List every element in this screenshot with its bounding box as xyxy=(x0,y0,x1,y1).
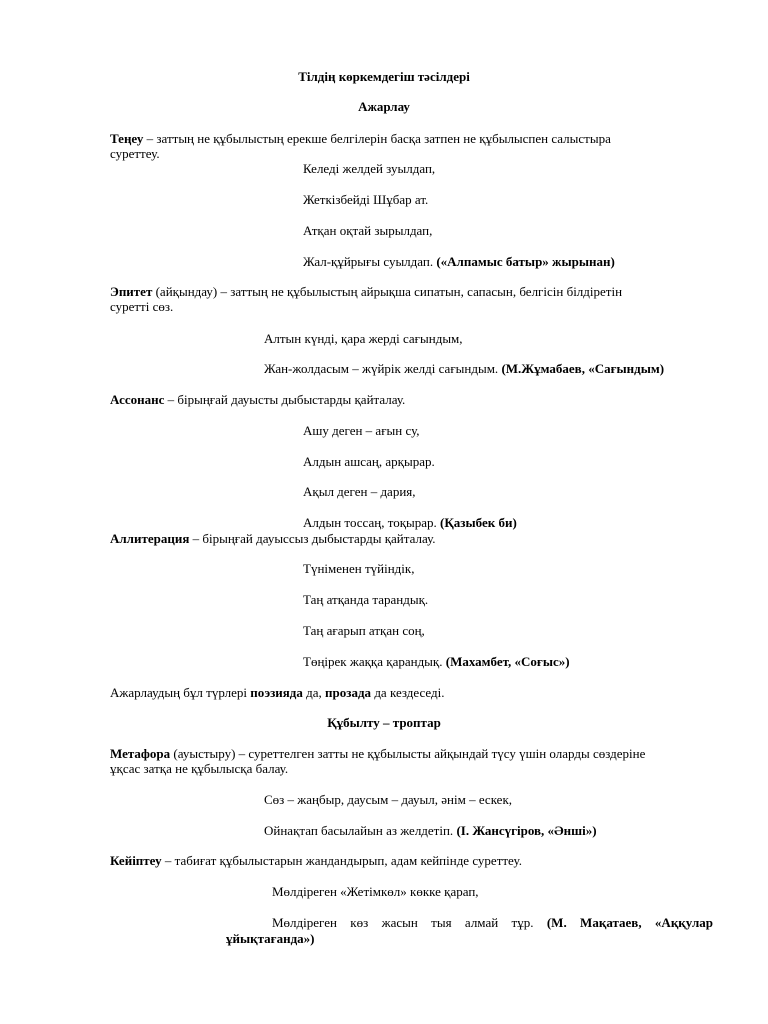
section-heading-azharlau: Ажарлау xyxy=(358,99,410,114)
epitet-definition: Эпитет (айқындау) – заттың не құбылыстың айрықша сипатын, сапасын, белгісін білдіретін суретті сөз. xyxy=(110,284,623,314)
metafora-verse-line-2: Ойнақтап басылайын аз желдетіп. (І. Жансүгіров, «Әнші») xyxy=(264,823,597,838)
tenew-verse-line-4: Жал-құйрығы суылдап. («Алпамыс батыр» жырынан) xyxy=(303,254,615,269)
epitet-verse-line-1: Алтын күнді, қара жерді сағындым, xyxy=(264,331,463,346)
keiptew-definition: Кейіптеу – табиғат құбылыстарын жандандырып, адам кейпінде суреттеу. xyxy=(110,853,522,868)
tenew-verse-line-2: Жеткізбейді Шұбар ат. xyxy=(303,192,429,207)
assonans-verse-line-1: Ашу деген – ағын су, xyxy=(303,423,420,438)
alliteration-source: (Махамбет, «Соғыс») xyxy=(445,654,570,669)
assonans-verse-line-2: Алдын ашсаң, арқырар. xyxy=(303,454,435,469)
tenew-definition: Теңеу – заттың не құбылыстың ерекше белгілерін басқа затпен не құбылыспен салыстыра суреттеу. xyxy=(110,131,611,161)
assonans-definition: Ассонанс – бірыңғай дауысты дыбыстарды қайталау. xyxy=(110,392,406,407)
tenew-source: («Алпамыс батыр» жырынан) xyxy=(436,254,615,269)
metafora-definition: Метафора (ауыстыру) – суреттелген затты не құбылысты айқындай түсу үшін оларды сөздеріне ұқсас затқа не құбылысқа балау. xyxy=(110,746,646,776)
document-title: Тілдің көркемдегіш тәсілдері xyxy=(298,69,470,84)
tenew-verse-line-1: Келеді желдей зуылдап, xyxy=(303,161,436,176)
section-heading-qubyltu: Құбылту – троптар xyxy=(327,715,441,730)
keiptew-verse-line-2: Мөлдіреген көз жасын тыя алмай тұр. (М. Мақатаев, «Аққулар xyxy=(272,915,713,930)
metafora-source: (І. Жансүгіров, «Әнші») xyxy=(456,823,597,838)
keiptew-source-part-2: ұйықтағанда») xyxy=(226,931,315,946)
keiptew-source-part-1: (М. Мақатаев, «Аққулар xyxy=(546,915,713,930)
assonans-source: (Қазыбек би) xyxy=(440,515,517,530)
alliteration-verse-line-2: Таң атқанда тарандық. xyxy=(303,592,429,607)
keiptew-verse-line-1: Мөлдіреген «Жетімкөл» көкке қарап, xyxy=(272,884,479,899)
epitet-source: (М.Жұмабаев, «Сағындым) xyxy=(501,361,665,376)
alliteration-verse-line-3: Таң ағарып атқан соң, xyxy=(303,623,425,638)
epitet-verse-line-2: Жан-жолдасым – жүйрік желді сағындым. (М.Жұмабаев, «Сағындым) xyxy=(264,361,665,376)
alliteration-verse-line-1: Түніменен түйіндік, xyxy=(303,561,415,576)
metafora-verse-line-1: Сөз – жаңбыр, даусым – дауыл, әнім – ескек, xyxy=(264,792,513,807)
alliteration-verse-line-4: Төңірек жаққа қарандық. (Махамбет, «Соғыс») xyxy=(303,654,570,669)
assonans-verse-line-3: Ақыл деген – дария, xyxy=(303,484,416,499)
summary-paragraph: Ажарлаудың бұл түрлері поэзияда да, прозада да кездеседі. xyxy=(110,685,445,700)
tenew-verse-line-3: Атқан оқтай зырылдап, xyxy=(303,223,433,238)
alliteration-definition: Аллитерация – бірыңғай дауыссыз дыбыстарды қайталау. xyxy=(110,531,436,546)
assonans-verse-line-4: Алдын тоссаң, тоқырар. (Қазыбек би) xyxy=(303,515,517,530)
